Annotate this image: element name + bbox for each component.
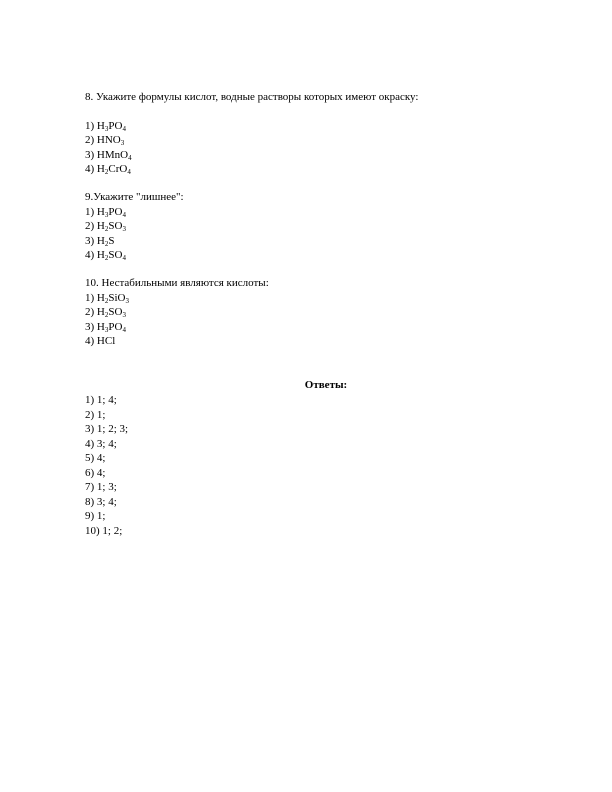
option-formula: $H_2S$ [96, 234, 115, 248]
answer-item: 8) 3; 4; [85, 495, 117, 508]
option-number: 2) [85, 134, 97, 146]
answer-option [85, 291, 545, 306]
answer-item: 9) 1; [85, 510, 106, 522]
answer-option [85, 234, 545, 249]
option-number: 1) [85, 119, 97, 132]
option-number: 4) [85, 163, 97, 175]
question-9-options [85, 205, 545, 263]
option-number: 4) [85, 335, 97, 347]
option-formula: HCl [96, 335, 116, 347]
answer-item: 5) 4; [85, 452, 106, 464]
option-formula: $HNO_3$ [96, 134, 125, 147]
answer-option [85, 334, 545, 349]
answer-option [85, 119, 545, 134]
option-number: 3) [85, 148, 97, 161]
answer-option [85, 248, 545, 263]
answer-item: 4) 3; 4; [85, 437, 117, 450]
option-number: 1) [85, 291, 97, 304]
question-9 [85, 190, 545, 263]
option-number: 2) [85, 306, 97, 318]
option-number: 2) [85, 220, 97, 232]
answer-option [85, 133, 545, 148]
question-10 [85, 276, 545, 349]
answer-item: 2) 1; [85, 408, 106, 421]
answer-option [85, 219, 545, 234]
option-number: 3) [85, 320, 97, 333]
option-formula: $H_3PO_4$ [96, 320, 126, 334]
answer-option [85, 305, 545, 320]
answer-item: 10) 1; 2; [85, 524, 123, 537]
option-formula: $H_2SiO_3$ [96, 291, 129, 305]
answer-option [85, 205, 545, 220]
question-9-text: 9.Укажите "лишнее": [85, 191, 184, 203]
option-number: 3) [85, 234, 97, 247]
question-10-options [85, 291, 545, 349]
option-number: 1) [85, 205, 97, 218]
answer-item: 7) 1; 3; [85, 481, 117, 493]
answer-option [85, 320, 545, 335]
option-formula: HMnO$_4$ [96, 148, 132, 162]
option-number: 4) [85, 249, 97, 261]
question-10-text: 10. Нестабильными являются кислоты: [85, 277, 269, 289]
option-formula: $H_2SO_3$ [96, 220, 126, 233]
option-formula: $H_2SO_4$ [96, 249, 126, 262]
answer-item: 3) 1; 2; 3; [85, 423, 129, 435]
option-formula: $H_3PO_4$ [96, 119, 126, 133]
answer-option [85, 162, 545, 177]
answers-list [85, 393, 545, 538]
question-8-text: 8. Укажите формулы кислот, водные растворы которых имеют окраску: [85, 91, 419, 103]
answer-option [85, 148, 545, 163]
answer-item: 1) 1; 4; [85, 394, 117, 406]
question-8-options [85, 119, 545, 177]
answers-title: Ответы: [304, 379, 348, 391]
option-formula: $H_2CrO_4$ [96, 163, 131, 176]
option-formula: $H_2SO_3$ [96, 306, 126, 319]
question-8 [85, 90, 545, 177]
option-formula: $H_3PO_4$ [96, 205, 126, 219]
answer-item: 6) 4; [85, 466, 106, 479]
